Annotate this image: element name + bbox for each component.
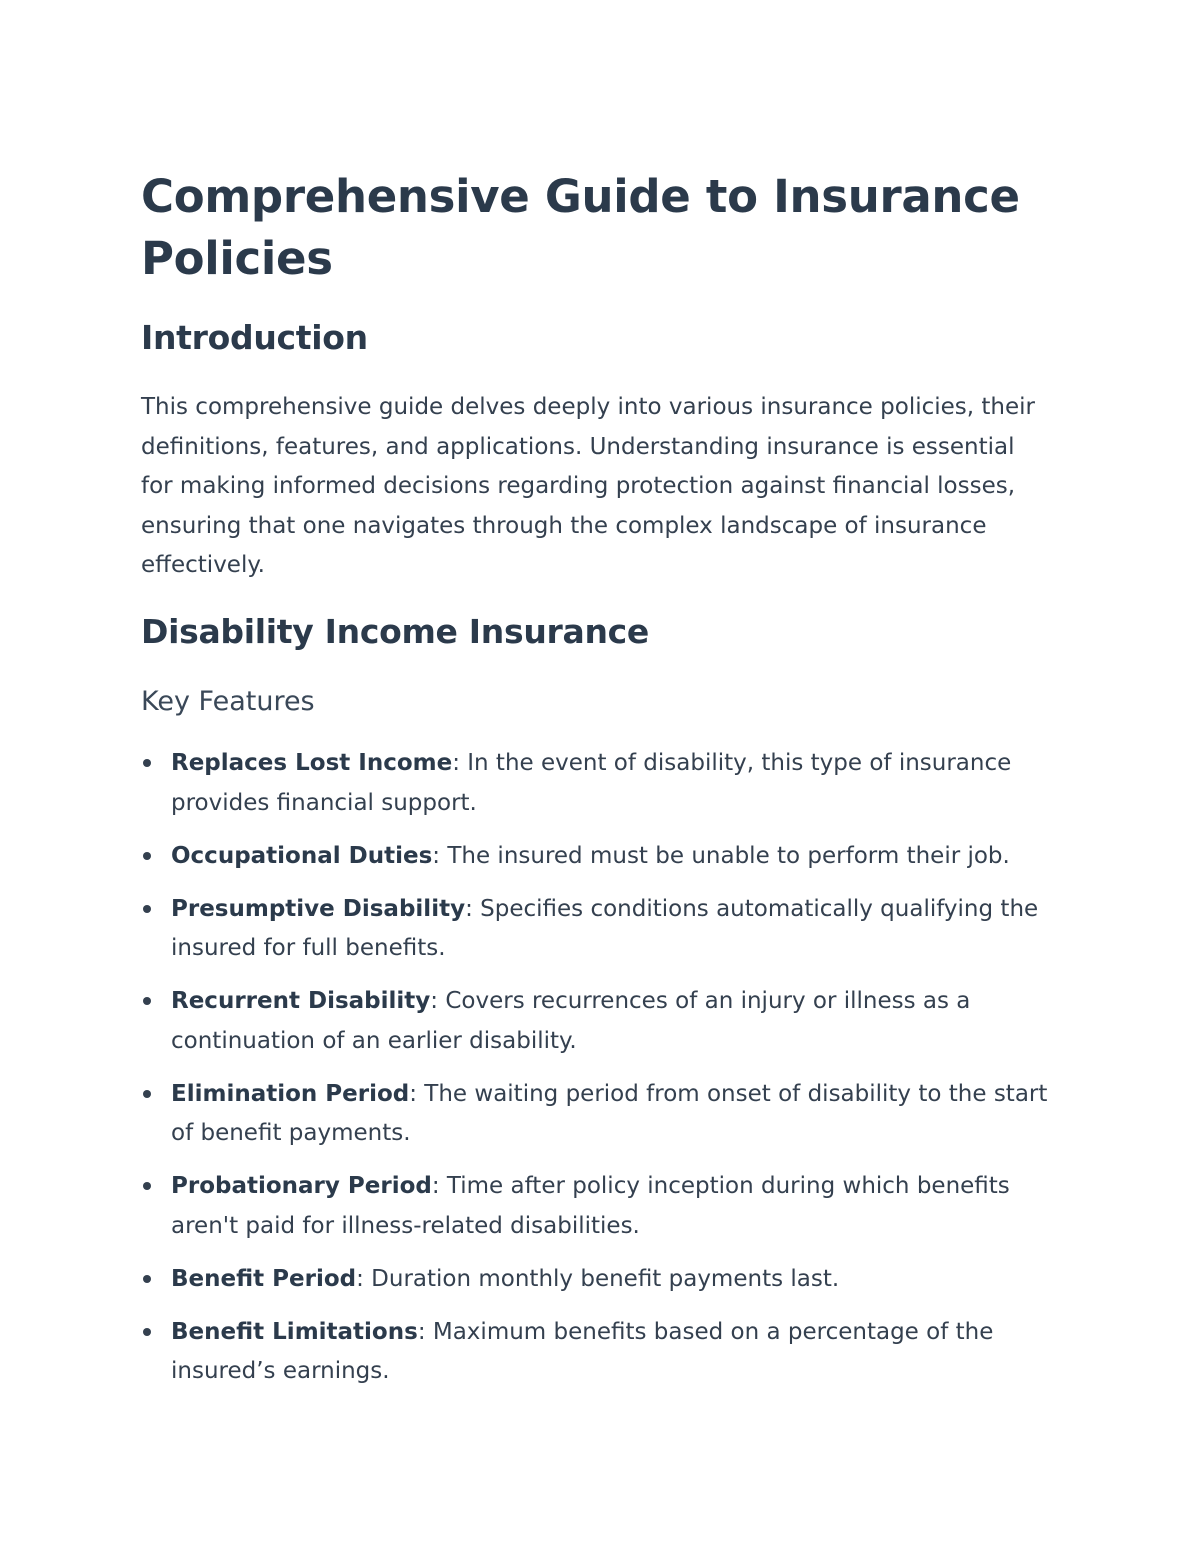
list-item	[141, 982, 1061, 1061]
feature-description: Time after policy inception during which benefits aren't paid for illness-related disabilities.	[171, 1173, 1010, 1239]
section-heading-introduction: Introduction	[141, 318, 368, 357]
feature-separator: :	[430, 988, 439, 1014]
bullet-icon	[143, 1328, 151, 1336]
bullet-icon	[143, 1182, 151, 1190]
feature-separator: :	[432, 842, 441, 869]
feature-description: In the event of disability, this type of insurance provides financial support.	[171, 750, 1012, 816]
list-item	[141, 1167, 1061, 1246]
feature-separator: :	[356, 1265, 364, 1292]
feature-term: Probationary Period	[171, 1173, 432, 1199]
feature-description: Specifies conditions automatically qualifying the insured for full benefits.	[171, 895, 1039, 961]
introduction-paragraph: This comprehensive guide delves deeply into various insurance policies, their definitions, features, and applications. Understanding insurance is essential for making informed decisions regarding protection against financial losses, ensuring that one navigates through the complex landscape of insurance effectively.	[141, 394, 1035, 578]
list-item	[141, 1075, 1061, 1154]
feature-term: Benefit Period	[171, 1265, 357, 1292]
feature-separator: :	[409, 1080, 417, 1107]
feature-separator: :	[417, 1318, 426, 1345]
feature-term: Recurrent Disability	[171, 988, 431, 1014]
feature-description: Maximum benefits based on a percentage of the insured’s earnings.	[171, 1318, 994, 1384]
feature-description: Covers recurrences of an injury or illness as a continuation of an earlier disability.	[171, 988, 971, 1054]
list-item	[141, 1260, 1061, 1300]
bullet-icon	[143, 1275, 151, 1283]
document-title: Comprehensive Guide to Insurance Policies	[141, 170, 1020, 285]
feature-term: Occupational Duties	[171, 842, 433, 869]
feature-separator: :	[452, 750, 460, 776]
key-features-list	[141, 744, 1061, 1405]
feature-description: The waiting period from onset of disability to the start of benefit payments.	[171, 1080, 1048, 1146]
feature-term: Replaces Lost Income	[171, 750, 453, 776]
list-item	[141, 837, 1061, 877]
list-item	[141, 1313, 1061, 1392]
feature-term: Benefit Limitations	[171, 1318, 418, 1345]
feature-description: Duration monthly benefit payments last.	[363, 1265, 840, 1292]
feature-term: Presumptive Disability	[171, 895, 466, 922]
bullet-icon	[143, 852, 151, 860]
subheading-key-features: Key Features	[141, 686, 315, 717]
bullet-icon	[143, 905, 151, 913]
list-item	[141, 890, 1061, 969]
bullet-icon	[143, 759, 151, 767]
section-heading-disability-income: Disability Income Insurance	[141, 612, 649, 651]
feature-description: The insured must be unable to perform their job.	[440, 842, 1010, 869]
feature-term: Elimination Period	[171, 1080, 410, 1107]
feature-separator: :	[465, 895, 473, 922]
bullet-icon	[143, 997, 151, 1005]
feature-separator: :	[431, 1173, 440, 1199]
bullet-icon	[143, 1090, 151, 1098]
list-item	[141, 744, 1061, 823]
